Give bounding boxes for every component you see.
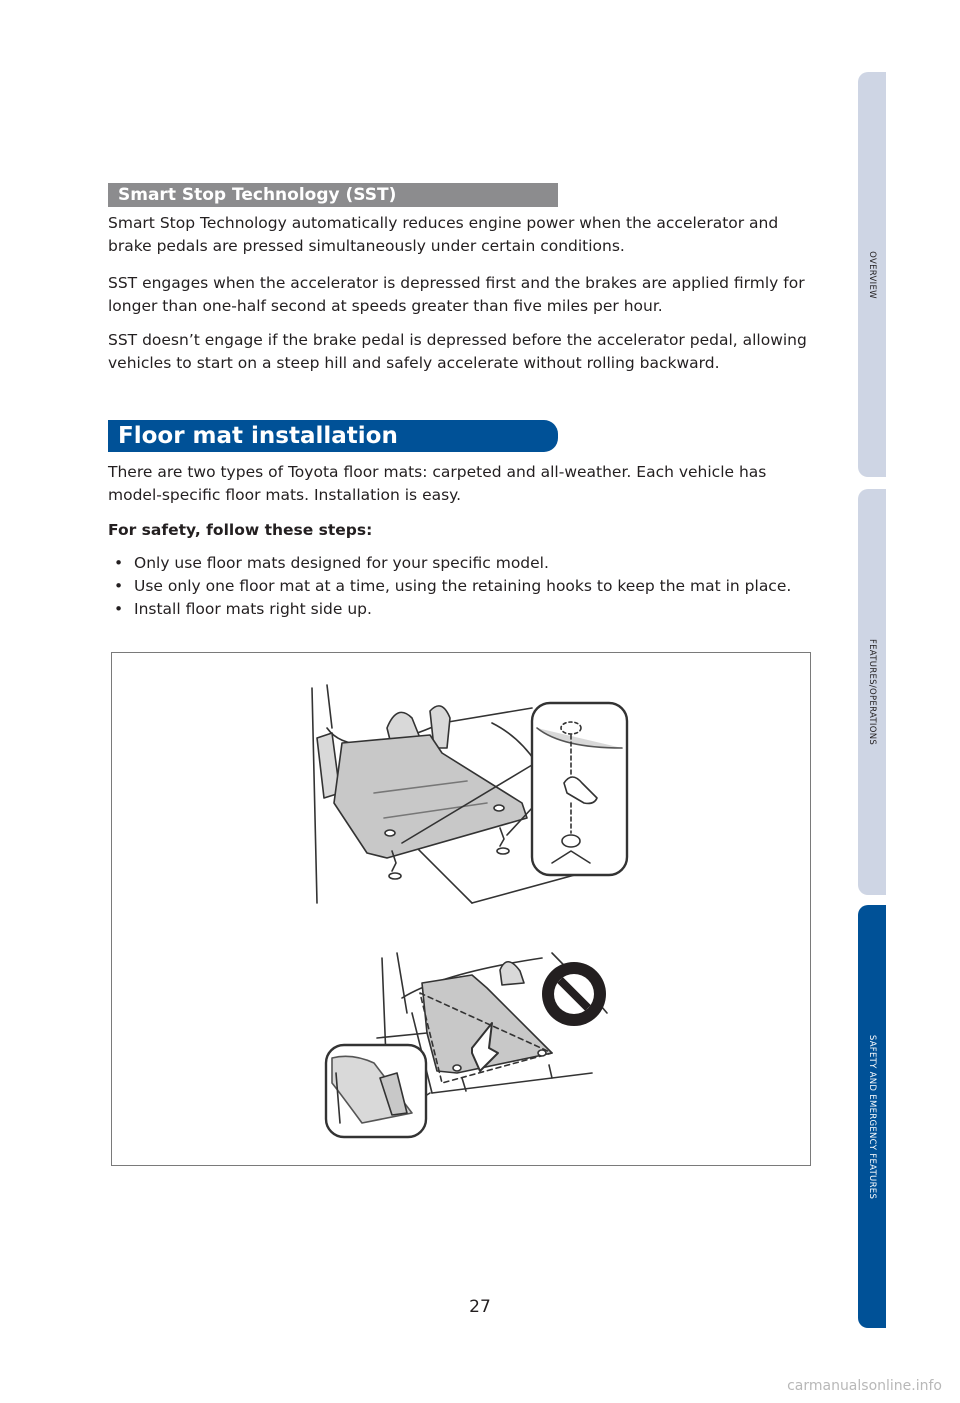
tab-safety-emergency-label: SAFETY AND EMERGENCY FEATURES [867, 1034, 877, 1199]
floor-mat-drawing [112, 653, 810, 1165]
steps-title: For safety, follow these steps: [108, 521, 373, 539]
tab-features-operations-label: FEATURES/OPERATIONS [867, 638, 877, 746]
list-item: • Use only one floor mat at a time, using the retaining hooks to keep the mat in place. [108, 575, 808, 598]
tab-safety-emergency[interactable] [858, 905, 886, 1328]
sst-heading: Smart Stop Technology (SST) [108, 183, 558, 207]
tab-overview-label: OVERVIEW [867, 250, 877, 299]
page-number: 27 [469, 1297, 491, 1317]
floor-mat-illustration [111, 652, 811, 1166]
floor-mat-intro: There are two types of Toyota floor mats: carpeted and all-weather. Each vehicle has model-specific floor mats. Installation is easy. [108, 463, 767, 504]
correct-installation-scene [312, 685, 627, 903]
sst-paragraph-3: SST doesn’t engage if the brake pedal is depressed before the accelerator pedal, allowing vehicles to start on a steep hill and safely accelerate without rolling backward. [108, 331, 807, 372]
tab-features-operations[interactable] [858, 489, 886, 895]
list-item: • Only use floor mats designed for your specific model. [108, 552, 808, 575]
sst-paragraph-1: Smart Stop Technology automatically reduces engine power when the accelerator and brake pedals are pressed simultaneously under certain conditions. [108, 214, 779, 255]
floor-mat-heading: Floor mat installation [108, 420, 558, 452]
watermark: carmanualsonline.info [787, 1378, 942, 1394]
list-item: • Install floor mats right side up. [108, 598, 808, 621]
steps-list [108, 552, 808, 621]
sst-paragraph-2: SST engages when the accelerator is depressed first and the brakes are applied firmly for longer than one-half second at speeds greater than five miles per hour. [108, 274, 805, 315]
incorrect-installation-scene [326, 953, 607, 1137]
tab-overview[interactable] [858, 72, 886, 477]
